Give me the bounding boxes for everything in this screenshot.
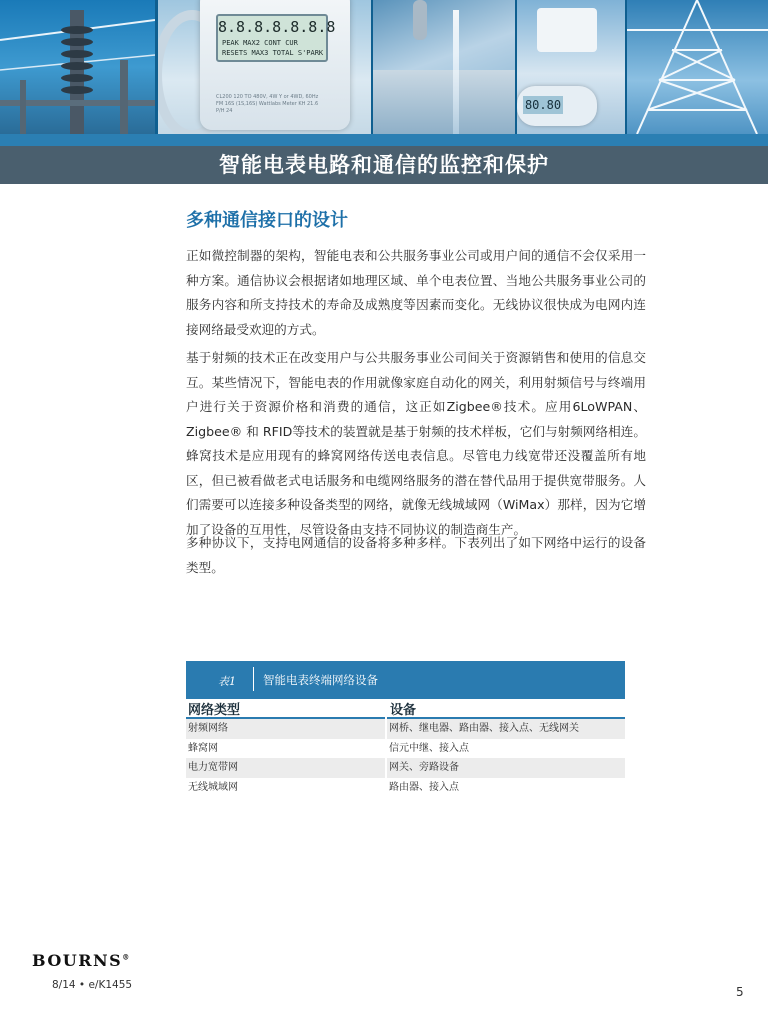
water-stream (453, 10, 459, 134)
meter-labels: PEAK MAX2 CONT CUR RESETS MAX3 TOTAL S'PARK (222, 39, 324, 57)
table-row (186, 778, 625, 798)
meter-body (200, 0, 350, 130)
photo-thermostat-outlet (517, 0, 625, 134)
table-cell: 蜂窝网 (188, 742, 218, 754)
table-caption-label: 表1 (218, 675, 236, 688)
page-number: 5 (736, 985, 744, 999)
meter-readout: 8.8.8.8.8.8.8 (218, 18, 336, 36)
meter-lcd-display (216, 14, 336, 62)
logo-text: BOURNS (32, 951, 123, 970)
table-cell: 路由器、接入点 (389, 781, 459, 793)
wall-outlet (537, 8, 597, 52)
faucet (413, 0, 427, 40)
table-row (186, 758, 625, 778)
tower-illustration (627, 0, 768, 134)
body-paragraph-3: 多种协议下，支持电网通信的设备将多种多样。下表列出了如下网络中运行的设备类型。 (186, 535, 646, 575)
table-cell: 信元中继、接入点 (389, 742, 469, 754)
page-title: 智能电表电路和通信的监控和保护 (219, 153, 549, 177)
photo-transmission-tower (627, 0, 768, 134)
header-photo-banner (0, 0, 768, 134)
banner-accent-band (0, 134, 768, 146)
meter-fine-print: CL200 120 TO 480V, 4W Y or 4WD, 60Hz FM 16S (1S,16S) Wattlabs Meter KH 21.6 P/H 24 (216, 94, 319, 114)
table-cell: 网关、旁路设备 (389, 762, 459, 773)
thermostat-display: 80.80 (524, 98, 562, 112)
document-code: 8/14 • e/K1455 (52, 979, 133, 991)
table-caption-bar (186, 661, 625, 699)
table-row (186, 719, 625, 739)
table-row (186, 739, 625, 759)
column-header-device: 设备 (390, 703, 417, 718)
photo-smart-meter (158, 0, 371, 134)
photo-sink-faucet (373, 0, 515, 134)
body-paragraph-2: 基于射频的技术正在改变用户与公共服务事业公司间关于资源销售和使用的信息交互。某些情况下，智能电表的作用就像家庭自动化的网关，利用射频信号与终端用户进行关于资源价格和消费的通信，这正如Zigbee®技术。应用6LoWPAN、Zigbee® 和 RFID等技术的装置就是基于射频的技术样板，它们与射频网络相连。蜂窝技术是应用现有的蜂窝网络传送电表信息。尽管电力线宽带还没覆盖所有地区，但已被看做老式电话服务和电缆网络服务的潜在替代品用于提供宽带服务。人们需要可以连接多种设备类型的网络，就像无线城域网（WiMax）那样，因为它增加了设备的互用性，尽管设备由支持不同协议的制造商生产。 (186, 350, 646, 537)
table-column-separator (385, 699, 387, 796)
table-caption-divider (253, 667, 254, 691)
logo-registered-mark: ® (122, 952, 130, 962)
table-cell: 网桥、继电器、路由器、接入点、无线网关 (389, 723, 579, 734)
thermostat (517, 86, 597, 126)
table-cell: 无线城域网 (188, 781, 238, 793)
table-caption-title: 智能电表终端网络设备 (263, 673, 378, 687)
table-cell: 射频网络 (188, 723, 228, 734)
insulator-illustration (0, 0, 155, 134)
sink-basin (373, 70, 515, 134)
section-heading: 多种通信接口的设计 (186, 210, 348, 231)
column-header-network-type: 网络类型 (188, 703, 241, 718)
table-cell: 电力宽带网 (188, 762, 238, 773)
photo-power-line-insulator (0, 0, 155, 134)
bourns-logo (32, 951, 129, 970)
body-paragraph-1: 正如微控制器的架构，智能电表和公共服务事业公司或用户间的通信不会仅采用一种方案。通信协议会根据诸如地理区域、单个电表位置、当地公共服务事业公司的服务内容和所支持技术的寿命及成熟度等因素而变化。无线协议很快成为电网内连接网络最受欢迎的方式。 (186, 248, 646, 337)
